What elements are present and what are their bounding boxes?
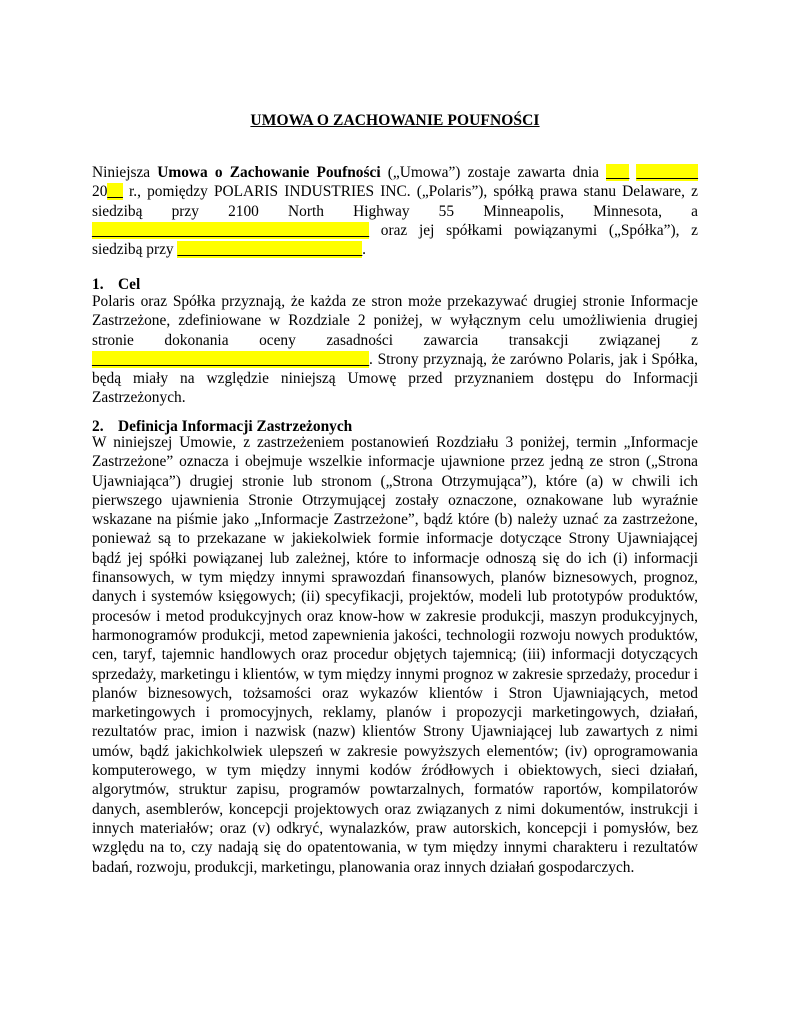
intro-text-3: 20 — [92, 183, 108, 201]
section-1-title: Cel — [118, 276, 141, 293]
section-1-text-2: . Strony przyznają, że zarówno Polaris, jak i Spółka, będą miały na względzie niniejszą Umowę przed przyznaniem dostępu do Informacji Zastrzeżonych. — [92, 350, 698, 407]
intro-text-6: . — [362, 241, 367, 259]
document-title: UMOWA O ZACHOWANIE POUFNOŚCI — [250, 112, 540, 129]
month-blank-field[interactable]: ________ — [636, 164, 698, 181]
section-2-title: Definicja Informacji Zastrzeżonych — [118, 418, 353, 435]
section-2-paragraph: W niniejszej Umowie, z zastrzeżeniem postanowień Rozdziału 3 poniżej, termin „Informacje Zastrzeżone” oznacza i obejmuje wszelkie informacje ujawnione przez jedną ze stron („Strona Ujawniająca”) drugiej stronie lub stronom („Strona Otrzymująca”), które (a) w chwili ich pierwszego ujawnienia Stronie Otrzymującej zostały oznaczone, oznakowane lub wyraźnie wskazane na piśmie jako „Informacje Zastrzeżone”, bądź które (b) należy uznać za zastrzeżone, ponieważ są to przekazane w jakiekolwiek formie informacje dotyczące Strony Ujawniającej bądź jej spółki powiązanej lub zależnej, które to informacje odnoszą się do ich (i) informacji finansowych, w tym między innymi sprawozdań finansowych, planów biznesowych, prognoz, danych i systemów księgowych; (ii) specyfikacji, projektów, modeli lub prototypów produktów, procesów i metod produkcyjnych oraz know-how w zakresie produkcji, maszyn produkcyjnych, harmonogramów produkcji, metod zapewnienia jakości, technologii rozwoju nowych produktów, cen, taryf, tajemnic handlowych oraz procedur objętych tajemnicą; (iii) informacji dotyczących sprzedaży, marketingu i klientów, w tym między innymi prognoz w zakresie sprzedaży, procedur i planów biznesowych, tożsamości oraz wykazów klientów i Stron Ujawniających, metod marketingowych i promocyjnych, reklamy, planów i propozycji marketingowych, działań, rezultatów prac, imion i nazwisk (nazw) klientów Strony Ujawniającej lub zawartych z nimi umów, bądź jakichkolwiek ulepszeń w zakresie powyższych elementów; (iv) oprogramowania komputerowego, w tym między innymi kodów źródłowych i obiektowych, sieci działań, algorytmów, struktur zapisu, programów powtarzalnych, formatów raportów, kompilatorów danych, asemblerów, koncepcji projektowych oraz związanych z nimi dokumentów, instrukcji i innych materiałów; oraz (v) odkryć, wynalazków, praw autorskich, koncepcji i pomysłów, bez względu na to, czy nadają się do opatentowania, w tym między innymi charakteru i rezultatów badań, rozwoju, produkcji, marketingu, planowania oraz innych działań gospodarczych. — [92, 434, 698, 876]
day-blank-field[interactable]: ___ — [606, 164, 630, 181]
intro-text-2: („Umowa”) zostaje zawarta dnia — [380, 164, 607, 181]
intro-text-5: oraz jej spółkami powiązanymi („Spółka”), z siedzibą przy — [92, 221, 698, 259]
section-1-number: 1. — [92, 276, 104, 293]
section-1-text-1: Polaris oraz Spółka przyznają, że każda ze stron może przekazywać drugiej stronie Informacje Zastrzeżone, zdefiniowane w Rozdziale 2 poniżej, w wyłącznym celu umożliwienia drugiej stronie dokonania oceny zasadności zawarcia transakcji związanej z — [92, 293, 698, 349]
intro-paragraph — [92, 163, 698, 259]
transaction-blank-field[interactable]: ____________________________________ — [92, 350, 370, 368]
intro-text-4: r., pomiędzy POLARIS INDUSTRIES INC. („Polaris”), spółką prawa stanu Delaware, z siedzibą przy 2100 North Highway 55 Minneapolis, Minnesota, a — [92, 183, 698, 220]
address-blank-field[interactable]: ________________________ — [177, 241, 363, 259]
year-blank-field[interactable]: __ — [107, 183, 123, 201]
party-name-blank-field[interactable]: ____________________________________ — [92, 221, 370, 239]
intro-text-1: Niniejsza — [92, 164, 158, 181]
section-2-number: 2. — [92, 418, 104, 435]
agreement-name: Umowa o Zachowanie Poufności — [157, 164, 381, 181]
section-1-paragraph — [92, 292, 698, 408]
